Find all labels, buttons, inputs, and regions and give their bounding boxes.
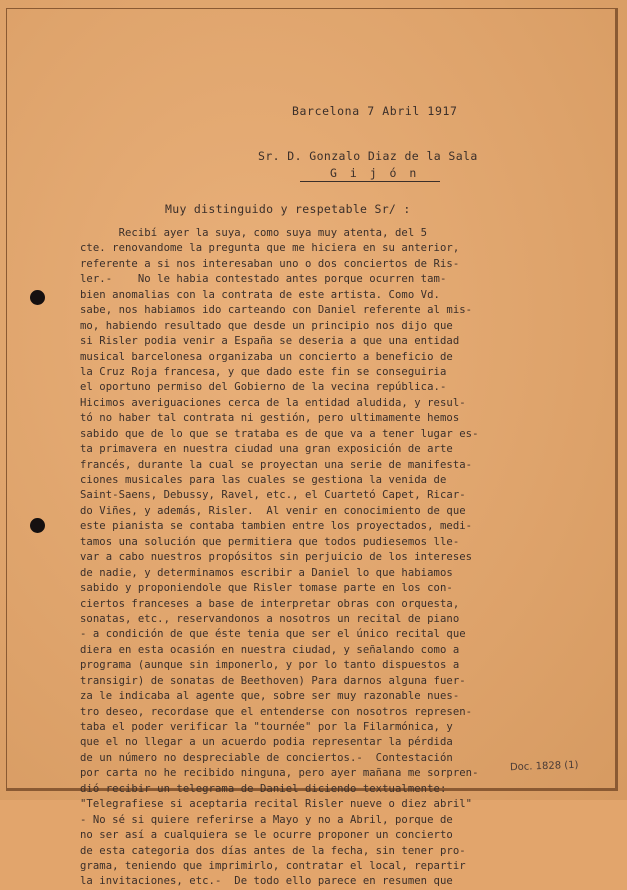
letter-line: no ser así a cualquiera se le ocurre proponer un concierto [80, 829, 453, 842]
letter-line: la invitaciones, etc.- De todo ello parece en resumen que [80, 875, 453, 888]
letter-line: transigir) de sonatas de Beethoven) Para darnos alguna fuer- [80, 674, 466, 687]
letter-line: tro deseo, recordase que el entenderse con nosotros represen- [80, 705, 473, 718]
letter-line: Saint-Saens, Debussy, Ravel, etc., el Cuartetó Capet, Ricar- [80, 489, 466, 502]
letter-line: grama, teniendo que imprimirlo, contratar el local, repartir [80, 859, 466, 872]
letter-line: cte. renovandome la pregunta que me hiciera en su anterior, [80, 242, 460, 255]
letter-line: tamos una solución que permitiera que todos pudiesemos lle- [80, 535, 460, 548]
letter-line: taba el poder verificar la "tournée" por la Filarmónica, y [80, 721, 453, 733]
letter-line: mo, habiendo resultado que desde un principio nos dijo que [80, 319, 453, 332]
letter-line: - a condición de que éste tenia que ser el único recital que [80, 628, 466, 641]
letter-line: var a cabo nuestros propósitos sin perjuicio de los intereses [80, 551, 473, 564]
letter-line: diera en esta ocasión en nuestra ciudad, y señalando como a [80, 643, 460, 656]
letter-line: la Cruz Roja francesa, y que dado este fin se conseguiria [80, 365, 447, 378]
letter-line: de un número no despreciable de conciertos.- Contestación [80, 751, 453, 764]
letter-line: Recibí ayer la suya, como suya muy atenta, del 5 [80, 227, 428, 239]
letter-line: si Risler podia venir a España se deseria a que una entidad [80, 335, 460, 348]
letter-line: este pianista se contaba tambien entre los proyectados, medi- [80, 520, 473, 533]
letter-line: ler.- No le habia contestado antes porque ocurren tam- [80, 273, 447, 286]
letter-line: sabido que de lo que se trataba es de que va a tener lugar es- [80, 427, 479, 440]
letter-line: "Telegrafiese si aceptaria recital Risler nueve o diez abril" [80, 798, 473, 811]
archive-reference: Doc. 1828 (1) [509, 759, 579, 774]
letter-line: ciertos franceses a base de interpretar obras con orquesta, [80, 597, 460, 610]
letter-line: sonatas, etc., reservandonos a nosotros un recital de piano [80, 612, 460, 625]
letter-line: el oportuno permiso del Gobierno de la vecina república.- [80, 381, 447, 394]
letter-line: sabe, nos habiamos ido carteando con Daniel referente al mis- [80, 304, 473, 317]
letter-line: musical barcelonesa organizaba un concierto a beneficio de [80, 350, 453, 363]
letter-date: Barcelona 7 Abril 1917 [292, 104, 458, 118]
letter-line: por carta no he recibido ninguna, pero ayer mañana me sorpren- [80, 767, 479, 780]
letter-line: za le indicaba al agente que, sobre ser muy razonable nues- [80, 690, 460, 703]
letter-line: ciones musicales para las cuales se gestiona la venida de [80, 474, 447, 486]
letter-line: sabido y proponiendole que Risler tomase parte en los con- [80, 582, 453, 595]
letter-line: bien anomalias con la contrata de este artista. Como Vd. [80, 288, 440, 301]
letter-line: dió recibir un telegrama de Daniel diciendo textualmente: [80, 782, 447, 795]
letter-line: tó no haber tal contrata ni gestión, pero ultimamente hemos [80, 412, 460, 425]
letter-line: francés, durante la cual se proyectan una serie de manifesta- [80, 458, 473, 471]
recipient-city: G i j ó n [330, 166, 420, 180]
address-underline [300, 181, 440, 182]
letter-line: do Viñes, y además, Risler. Al venir en conocimiento de que [80, 504, 466, 517]
punch-hole [30, 290, 45, 305]
letter-body [80, 226, 550, 890]
letter-line: programa (aunque sin imponerlo, y por lo tanto dispuestos a [80, 659, 460, 672]
recipient-name: Sr. D. Gonzalo Diaz de la Sala [258, 149, 478, 163]
punch-hole [30, 518, 45, 533]
letter-line: de esta categoria dos días antes de la fecha, sin tener pro- [80, 844, 466, 857]
salutation: Muy distinguido y respetable Sr/ : [165, 202, 411, 216]
letter-line: de nadie, y determinamos escribir a Daniel lo que habiamos [80, 566, 453, 579]
letter-line: que el no llegar a un acuerdo podia representar la pérdida [80, 736, 453, 749]
letter-line: referente a si nos interesaban uno o dos conciertos de Ris- [80, 257, 460, 270]
letter-line: Hicimos averiguaciones cerca de la entidad aludida, y resul- [80, 396, 466, 409]
letter-line: - No sé si quiere referirse a Mayo y no a Abril, porque de [80, 813, 453, 826]
letter-line: ta primavera en nuestra ciudad una gran exposición de arte [80, 443, 453, 456]
